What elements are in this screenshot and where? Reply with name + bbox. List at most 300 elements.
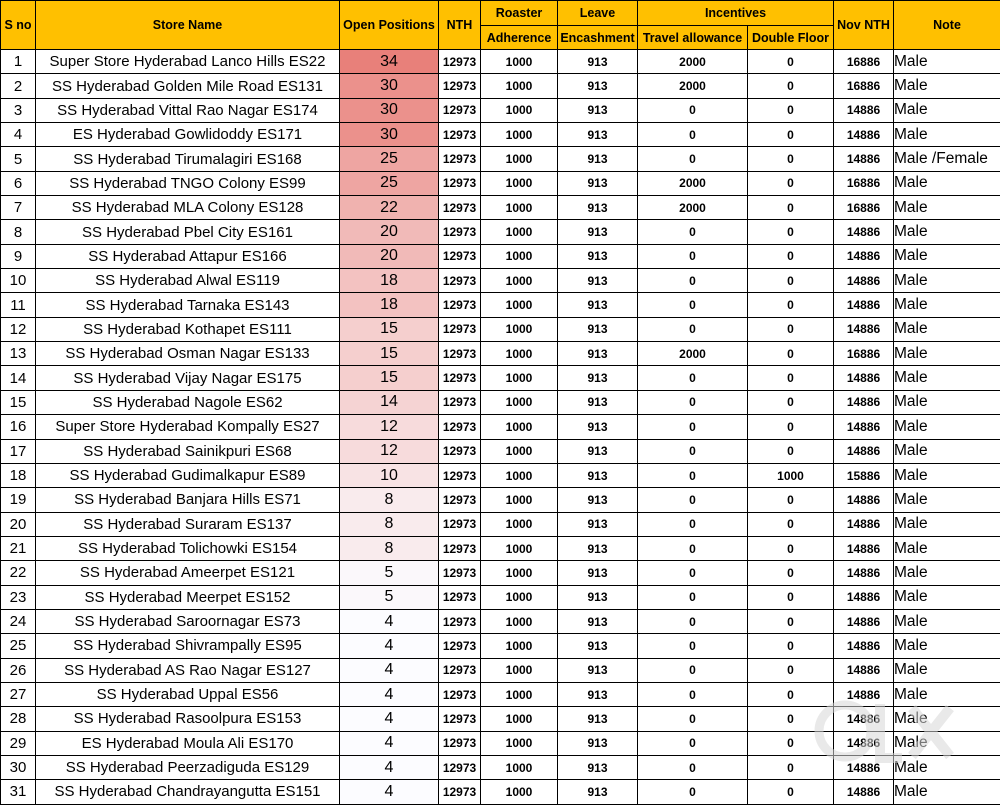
double-floor-cell: 0 <box>748 755 834 779</box>
table-row <box>1 390 1000 414</box>
double-floor-cell: 1000 <box>748 463 834 487</box>
store-name-cell: SS Hyderabad Tolichowki ES154 <box>36 536 340 560</box>
open-positions-cell: 25 <box>340 147 439 171</box>
double-floor-cell: 0 <box>748 488 834 512</box>
leave-encashment-cell: 913 <box>558 609 638 633</box>
open-positions-cell: 4 <box>340 658 439 682</box>
nth-cell: 12973 <box>439 634 481 658</box>
header-adherence: Adherence <box>481 26 558 50</box>
leave-encashment-cell: 913 <box>558 415 638 439</box>
header-roaster: Roaster <box>481 1 558 26</box>
open-positions-cell: 25 <box>340 171 439 195</box>
roaster-adherence-cell: 1000 <box>481 50 558 74</box>
note-cell: Male <box>894 561 1000 585</box>
sno-cell: 29 <box>1 731 36 755</box>
store-name-cell: ES Hyderabad Gowlidoddy ES171 <box>36 123 340 147</box>
travel-allowance-cell: 0 <box>638 609 748 633</box>
nth-cell: 12973 <box>439 196 481 220</box>
store-name-cell: ES Hyderabad Moula Ali ES170 <box>36 731 340 755</box>
open-positions-cell: 8 <box>340 512 439 536</box>
leave-encashment-cell: 913 <box>558 512 638 536</box>
travel-allowance-cell: 0 <box>638 220 748 244</box>
roaster-adherence-cell: 1000 <box>481 682 558 706</box>
store-name-cell: SS Hyderabad Sainikpuri ES68 <box>36 439 340 463</box>
leave-encashment-cell: 913 <box>558 439 638 463</box>
store-name-cell: SS Hyderabad Gudimalkapur ES89 <box>36 463 340 487</box>
table-row <box>1 269 1000 293</box>
leave-encashment-cell: 913 <box>558 123 638 147</box>
travel-allowance-cell: 0 <box>638 244 748 268</box>
roaster-adherence-cell: 1000 <box>481 780 558 804</box>
sno-cell: 4 <box>1 123 36 147</box>
double-floor-cell: 0 <box>748 220 834 244</box>
leave-encashment-cell: 913 <box>558 634 638 658</box>
roaster-adherence-cell: 1000 <box>481 731 558 755</box>
open-positions-cell: 4 <box>340 634 439 658</box>
table-row <box>1 317 1000 341</box>
store-name-cell: SS Hyderabad TNGO Colony ES99 <box>36 171 340 195</box>
table-row <box>1 342 1000 366</box>
open-positions-cell: 15 <box>340 366 439 390</box>
nov-nth-cell: 14886 <box>834 439 894 463</box>
open-positions-cell: 30 <box>340 74 439 98</box>
open-positions-cell: 4 <box>340 755 439 779</box>
open-positions-cell: 20 <box>340 220 439 244</box>
roaster-adherence-cell: 1000 <box>481 658 558 682</box>
table-row <box>1 50 1000 74</box>
double-floor-cell: 0 <box>748 536 834 560</box>
store-name-cell: SS Hyderabad Saroornagar ES73 <box>36 609 340 633</box>
travel-allowance-cell: 2000 <box>638 196 748 220</box>
store-name-cell: SS Hyderabad Chandrayangutta ES151 <box>36 780 340 804</box>
roaster-adherence-cell: 1000 <box>481 488 558 512</box>
sno-cell: 30 <box>1 755 36 779</box>
travel-allowance-cell: 0 <box>638 755 748 779</box>
double-floor-cell: 0 <box>748 317 834 341</box>
double-floor-cell: 0 <box>748 293 834 317</box>
leave-encashment-cell: 913 <box>558 196 638 220</box>
header-double-floor: Double Floor <box>748 26 834 50</box>
header-nov-nth: Nov NTH <box>834 1 894 50</box>
table-row <box>1 123 1000 147</box>
leave-encashment-cell: 913 <box>558 171 638 195</box>
travel-allowance-cell: 0 <box>638 707 748 731</box>
table-row <box>1 755 1000 779</box>
nov-nth-cell: 14886 <box>834 293 894 317</box>
roaster-adherence-cell: 1000 <box>481 220 558 244</box>
roaster-adherence-cell: 1000 <box>481 634 558 658</box>
open-positions-cell: 14 <box>340 390 439 414</box>
travel-allowance-cell: 0 <box>638 147 748 171</box>
open-positions-cell: 18 <box>340 269 439 293</box>
header-store-name: Store Name <box>36 1 340 50</box>
note-cell: Male <box>894 463 1000 487</box>
store-name-cell: Super Store Hyderabad Kompally ES27 <box>36 415 340 439</box>
roaster-adherence-cell: 1000 <box>481 609 558 633</box>
nov-nth-cell: 16886 <box>834 74 894 98</box>
open-positions-cell: 8 <box>340 488 439 512</box>
table-row <box>1 609 1000 633</box>
open-positions-cell: 5 <box>340 585 439 609</box>
open-positions-cell: 30 <box>340 98 439 122</box>
open-positions-cell: 15 <box>340 317 439 341</box>
nov-nth-cell: 14886 <box>834 682 894 706</box>
leave-encashment-cell: 913 <box>558 317 638 341</box>
roaster-adherence-cell: 1000 <box>481 244 558 268</box>
store-name-cell: SS Hyderabad Vittal Rao Nagar ES174 <box>36 98 340 122</box>
table-row <box>1 780 1000 804</box>
store-name-cell: SS Hyderabad Ameerpet ES121 <box>36 561 340 585</box>
double-floor-cell: 0 <box>748 244 834 268</box>
roaster-adherence-cell: 1000 <box>481 561 558 585</box>
sno-cell: 20 <box>1 512 36 536</box>
double-floor-cell: 0 <box>748 390 834 414</box>
leave-encashment-cell: 913 <box>558 147 638 171</box>
leave-encashment-cell: 913 <box>558 780 638 804</box>
nov-nth-cell: 14886 <box>834 634 894 658</box>
store-name-cell: SS Hyderabad Tirumalagiri ES168 <box>36 147 340 171</box>
travel-allowance-cell: 0 <box>638 439 748 463</box>
leave-encashment-cell: 913 <box>558 585 638 609</box>
table-row <box>1 439 1000 463</box>
sno-cell: 10 <box>1 269 36 293</box>
double-floor-cell: 0 <box>748 634 834 658</box>
store-name-cell: Super Store Hyderabad Lanco Hills ES22 <box>36 50 340 74</box>
roaster-adherence-cell: 1000 <box>481 123 558 147</box>
roaster-adherence-cell: 1000 <box>481 147 558 171</box>
nov-nth-cell: 14886 <box>834 98 894 122</box>
note-cell: Male <box>894 707 1000 731</box>
double-floor-cell: 0 <box>748 439 834 463</box>
roaster-adherence-cell: 1000 <box>481 536 558 560</box>
note-cell: Male <box>894 317 1000 341</box>
table-row <box>1 293 1000 317</box>
note-cell: Male /Female <box>894 147 1000 171</box>
leave-encashment-cell: 913 <box>558 707 638 731</box>
store-name-cell: SS Hyderabad Vijay Nagar ES175 <box>36 366 340 390</box>
sno-cell: 7 <box>1 196 36 220</box>
note-cell: Male <box>894 390 1000 414</box>
nov-nth-cell: 16886 <box>834 196 894 220</box>
nov-nth-cell: 14886 <box>834 147 894 171</box>
store-name-cell: SS Hyderabad Peerzadiguda ES129 <box>36 755 340 779</box>
sno-cell: 19 <box>1 488 36 512</box>
sno-cell: 17 <box>1 439 36 463</box>
store-name-cell: SS Hyderabad Golden Mile Road ES131 <box>36 74 340 98</box>
sno-cell: 8 <box>1 220 36 244</box>
table-row <box>1 366 1000 390</box>
note-cell: Male <box>894 488 1000 512</box>
nth-cell: 12973 <box>439 342 481 366</box>
roaster-adherence-cell: 1000 <box>481 707 558 731</box>
nov-nth-cell: 16886 <box>834 50 894 74</box>
sno-cell: 14 <box>1 366 36 390</box>
nth-cell: 12973 <box>439 220 481 244</box>
store-name-cell: SS Hyderabad Meerpet ES152 <box>36 585 340 609</box>
sno-cell: 11 <box>1 293 36 317</box>
note-cell: Male <box>894 536 1000 560</box>
nth-cell: 12973 <box>439 512 481 536</box>
open-positions-cell: 18 <box>340 293 439 317</box>
leave-encashment-cell: 913 <box>558 682 638 706</box>
leave-encashment-cell: 913 <box>558 536 638 560</box>
note-cell: Male <box>894 658 1000 682</box>
store-name-cell: SS Hyderabad Osman Nagar ES133 <box>36 342 340 366</box>
note-cell: Male <box>894 293 1000 317</box>
store-name-cell: SS Hyderabad MLA Colony ES128 <box>36 196 340 220</box>
leave-encashment-cell: 913 <box>558 74 638 98</box>
double-floor-cell: 0 <box>748 147 834 171</box>
nov-nth-cell: 14886 <box>834 123 894 147</box>
roaster-adherence-cell: 1000 <box>481 196 558 220</box>
travel-allowance-cell: 0 <box>638 463 748 487</box>
header-open-positions: Open Positions <box>340 1 439 50</box>
store-name-cell: SS Hyderabad AS Rao Nagar ES127 <box>36 658 340 682</box>
nth-cell: 12973 <box>439 415 481 439</box>
travel-allowance-cell: 0 <box>638 390 748 414</box>
nov-nth-cell: 14886 <box>834 488 894 512</box>
store-name-cell: SS Hyderabad Shivrampally ES95 <box>36 634 340 658</box>
open-positions-cell: 4 <box>340 731 439 755</box>
sno-cell: 26 <box>1 658 36 682</box>
roaster-adherence-cell: 1000 <box>481 342 558 366</box>
nov-nth-cell: 14886 <box>834 317 894 341</box>
leave-encashment-cell: 913 <box>558 731 638 755</box>
double-floor-cell: 0 <box>748 561 834 585</box>
open-positions-cell: 4 <box>340 682 439 706</box>
open-positions-cell: 12 <box>340 439 439 463</box>
travel-allowance-cell: 0 <box>638 269 748 293</box>
store-name-cell: SS Hyderabad Tarnaka ES143 <box>36 293 340 317</box>
nov-nth-cell: 16886 <box>834 171 894 195</box>
sno-cell: 1 <box>1 50 36 74</box>
table-row <box>1 196 1000 220</box>
store-name-cell: SS Hyderabad Banjara Hills ES71 <box>36 488 340 512</box>
open-positions-cell: 34 <box>340 50 439 74</box>
double-floor-cell: 0 <box>748 269 834 293</box>
leave-encashment-cell: 913 <box>558 755 638 779</box>
store-name-cell: SS Hyderabad Kothapet ES111 <box>36 317 340 341</box>
nth-cell: 12973 <box>439 682 481 706</box>
header-incentives: Incentives <box>638 1 834 26</box>
travel-allowance-cell: 0 <box>638 731 748 755</box>
travel-allowance-cell: 0 <box>638 658 748 682</box>
header-sno: S no <box>1 1 36 50</box>
note-cell: Male <box>894 780 1000 804</box>
store-name-cell: SS Hyderabad Suraram ES137 <box>36 512 340 536</box>
table-row <box>1 634 1000 658</box>
double-floor-cell: 0 <box>748 658 834 682</box>
nth-cell: 12973 <box>439 658 481 682</box>
sno-cell: 15 <box>1 390 36 414</box>
double-floor-cell: 0 <box>748 609 834 633</box>
open-positions-cell: 22 <box>340 196 439 220</box>
nth-cell: 12973 <box>439 488 481 512</box>
table-row <box>1 244 1000 268</box>
roaster-adherence-cell: 1000 <box>481 390 558 414</box>
note-cell: Male <box>894 439 1000 463</box>
table-row <box>1 658 1000 682</box>
roaster-adherence-cell: 1000 <box>481 415 558 439</box>
table-row <box>1 731 1000 755</box>
open-positions-cell: 4 <box>340 707 439 731</box>
nth-cell: 12973 <box>439 50 481 74</box>
nth-cell: 12973 <box>439 293 481 317</box>
table-row <box>1 74 1000 98</box>
nov-nth-cell: 14886 <box>834 269 894 293</box>
nov-nth-cell: 14886 <box>834 731 894 755</box>
store-name-cell: SS Hyderabad Rasoolpura ES153 <box>36 707 340 731</box>
double-floor-cell: 0 <box>748 98 834 122</box>
store-name-cell: SS Hyderabad Uppal ES56 <box>36 682 340 706</box>
roaster-adherence-cell: 1000 <box>481 293 558 317</box>
nth-cell: 12973 <box>439 244 481 268</box>
nov-nth-cell: 14886 <box>834 609 894 633</box>
nth-cell: 12973 <box>439 317 481 341</box>
table-row <box>1 585 1000 609</box>
header-encashment: Encashment <box>558 26 638 50</box>
roaster-adherence-cell: 1000 <box>481 585 558 609</box>
leave-encashment-cell: 913 <box>558 50 638 74</box>
sno-cell: 16 <box>1 415 36 439</box>
open-positions-cell: 15 <box>340 342 439 366</box>
travel-allowance-cell: 0 <box>638 512 748 536</box>
nth-cell: 12973 <box>439 74 481 98</box>
note-cell: Male <box>894 269 1000 293</box>
nth-cell: 12973 <box>439 171 481 195</box>
nov-nth-cell: 14886 <box>834 415 894 439</box>
open-positions-cell: 10 <box>340 463 439 487</box>
roaster-adherence-cell: 1000 <box>481 317 558 341</box>
open-positions-cell: 12 <box>340 415 439 439</box>
nth-cell: 12973 <box>439 123 481 147</box>
table-row <box>1 488 1000 512</box>
note-cell: Male <box>894 585 1000 609</box>
store-name-cell: SS Hyderabad Pbel City ES161 <box>36 220 340 244</box>
sno-cell: 28 <box>1 707 36 731</box>
travel-allowance-cell: 0 <box>638 415 748 439</box>
travel-allowance-cell: 0 <box>638 634 748 658</box>
nth-cell: 12973 <box>439 585 481 609</box>
travel-allowance-cell: 0 <box>638 98 748 122</box>
leave-encashment-cell: 913 <box>558 244 638 268</box>
leave-encashment-cell: 913 <box>558 488 638 512</box>
note-cell: Male <box>894 682 1000 706</box>
leave-encashment-cell: 913 <box>558 390 638 414</box>
double-floor-cell: 0 <box>748 731 834 755</box>
sno-cell: 27 <box>1 682 36 706</box>
nth-cell: 12973 <box>439 731 481 755</box>
nov-nth-cell: 14886 <box>834 707 894 731</box>
nth-cell: 12973 <box>439 366 481 390</box>
roaster-adherence-cell: 1000 <box>481 439 558 463</box>
table-row <box>1 561 1000 585</box>
leave-encashment-cell: 913 <box>558 269 638 293</box>
open-positions-cell: 4 <box>340 780 439 804</box>
double-floor-cell: 0 <box>748 415 834 439</box>
table-row <box>1 463 1000 487</box>
nov-nth-cell: 14886 <box>834 220 894 244</box>
leave-encashment-cell: 913 <box>558 342 638 366</box>
leave-encashment-cell: 913 <box>558 561 638 585</box>
sno-cell: 22 <box>1 561 36 585</box>
table-row <box>1 707 1000 731</box>
note-cell: Male <box>894 415 1000 439</box>
note-cell: Male <box>894 74 1000 98</box>
travel-allowance-cell: 2000 <box>638 171 748 195</box>
note-cell: Male <box>894 220 1000 244</box>
open-positions-cell: 30 <box>340 123 439 147</box>
roaster-adherence-cell: 1000 <box>481 269 558 293</box>
note-cell: Male <box>894 634 1000 658</box>
roaster-adherence-cell: 1000 <box>481 98 558 122</box>
nov-nth-cell: 14886 <box>834 755 894 779</box>
leave-encashment-cell: 913 <box>558 293 638 317</box>
sno-cell: 31 <box>1 780 36 804</box>
sno-cell: 21 <box>1 536 36 560</box>
nov-nth-cell: 14886 <box>834 561 894 585</box>
double-floor-cell: 0 <box>748 123 834 147</box>
double-floor-cell: 0 <box>748 171 834 195</box>
note-cell: Male <box>894 50 1000 74</box>
sno-cell: 9 <box>1 244 36 268</box>
sno-cell: 18 <box>1 463 36 487</box>
leave-encashment-cell: 913 <box>558 220 638 244</box>
travel-allowance-cell: 2000 <box>638 50 748 74</box>
note-cell: Male <box>894 512 1000 536</box>
double-floor-cell: 0 <box>748 50 834 74</box>
travel-allowance-cell: 0 <box>638 536 748 560</box>
nth-cell: 12973 <box>439 98 481 122</box>
table-row <box>1 171 1000 195</box>
note-cell: Male <box>894 755 1000 779</box>
nov-nth-cell: 14886 <box>834 658 894 682</box>
header-nth: NTH <box>439 1 481 50</box>
table-body <box>1 50 1000 805</box>
nth-cell: 12973 <box>439 707 481 731</box>
store-name-cell: SS Hyderabad Nagole ES62 <box>36 390 340 414</box>
table-row <box>1 220 1000 244</box>
open-positions-cell: 5 <box>340 561 439 585</box>
note-cell: Male <box>894 196 1000 220</box>
nth-cell: 12973 <box>439 561 481 585</box>
store-name-cell: SS Hyderabad Attapur ES166 <box>36 244 340 268</box>
travel-allowance-cell: 0 <box>638 561 748 585</box>
nth-cell: 12973 <box>439 269 481 293</box>
roaster-adherence-cell: 1000 <box>481 74 558 98</box>
sno-cell: 24 <box>1 609 36 633</box>
nth-cell: 12973 <box>439 390 481 414</box>
double-floor-cell: 0 <box>748 512 834 536</box>
nth-cell: 12973 <box>439 463 481 487</box>
leave-encashment-cell: 913 <box>558 98 638 122</box>
sno-cell: 6 <box>1 171 36 195</box>
travel-allowance-cell: 0 <box>638 293 748 317</box>
nth-cell: 12973 <box>439 147 481 171</box>
travel-allowance-cell: 0 <box>638 780 748 804</box>
sno-cell: 25 <box>1 634 36 658</box>
nov-nth-cell: 14886 <box>834 390 894 414</box>
sno-cell: 23 <box>1 585 36 609</box>
nov-nth-cell: 14886 <box>834 536 894 560</box>
travel-allowance-cell: 2000 <box>638 342 748 366</box>
nov-nth-cell: 14886 <box>834 585 894 609</box>
nth-cell: 12973 <box>439 755 481 779</box>
nth-cell: 12973 <box>439 439 481 463</box>
nov-nth-cell: 15886 <box>834 463 894 487</box>
open-positions-cell: 20 <box>340 244 439 268</box>
note-cell: Male <box>894 342 1000 366</box>
